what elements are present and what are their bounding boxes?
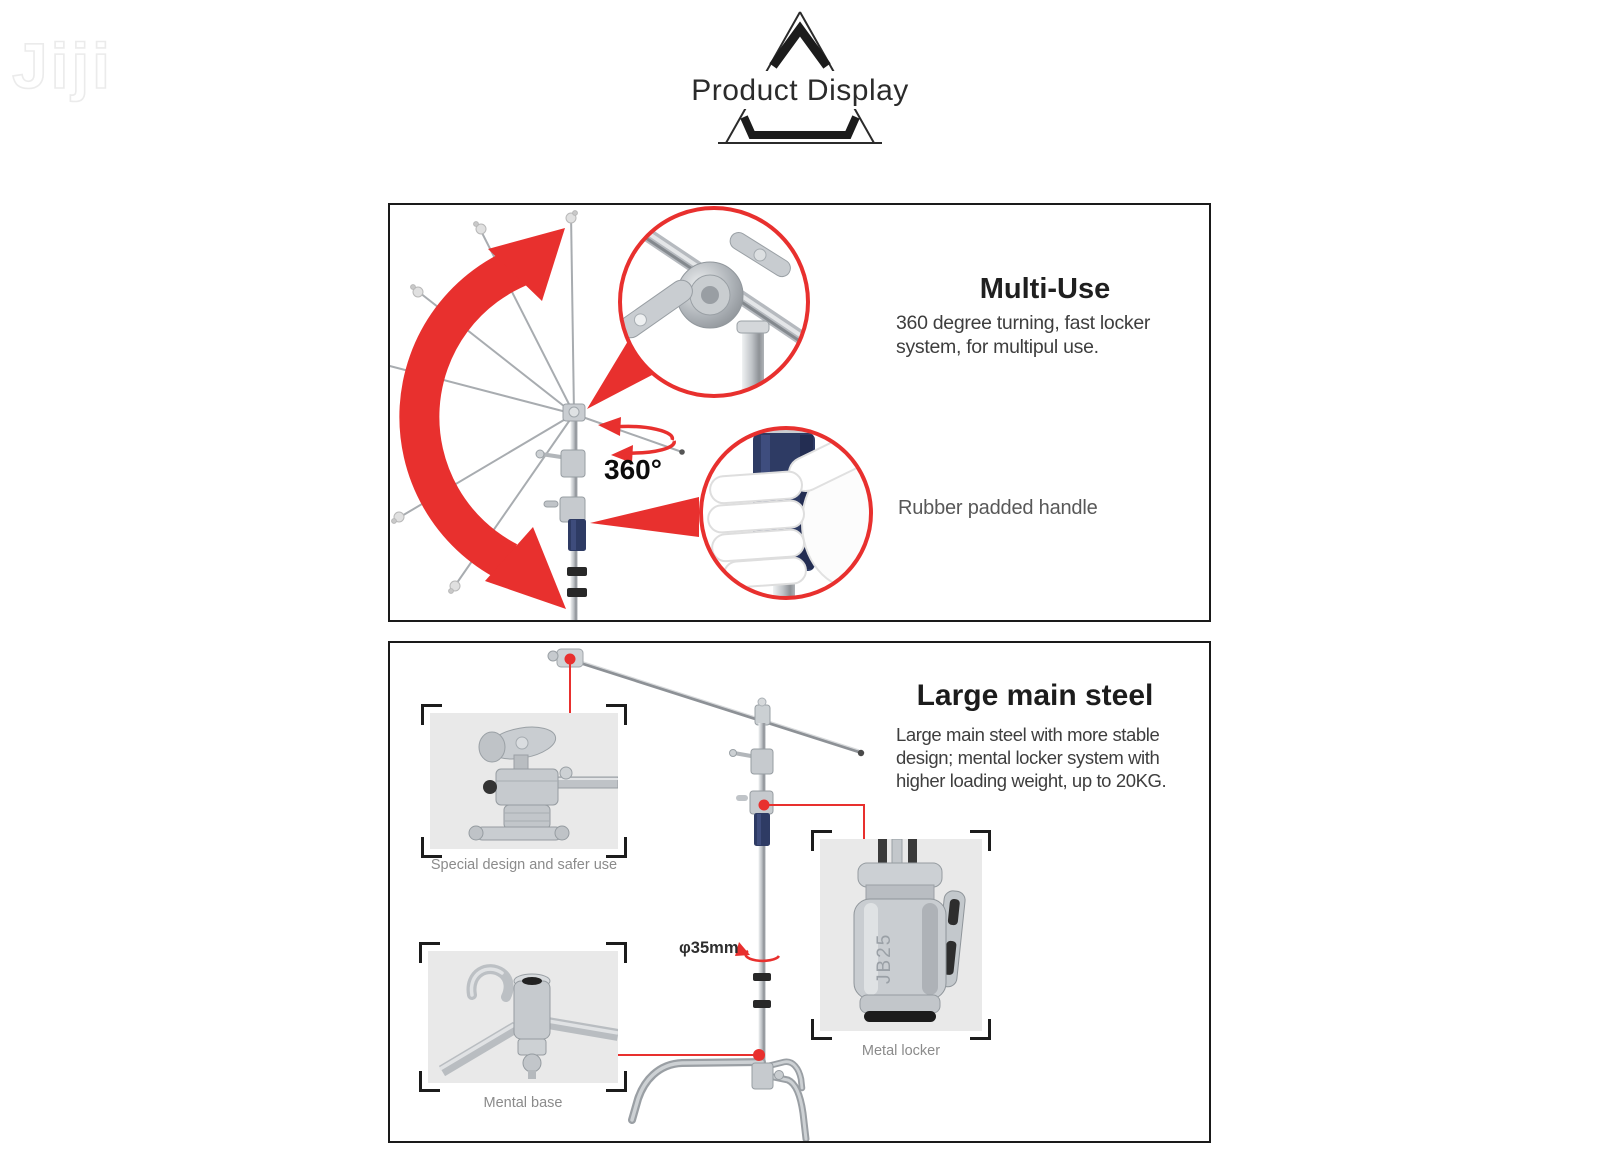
bracket-corner: [421, 704, 442, 725]
multi-use-description: [896, 312, 1150, 359]
steel-description-line-1: Large main steel with more stable: [896, 724, 1160, 745]
bracket-corner: [811, 1019, 832, 1040]
inset-caption-mental-base: Mental base: [483, 1095, 563, 1111]
bracket-corner: [606, 837, 627, 858]
rotation-fan-illustration: [390, 205, 1209, 620]
inset-special-design: [430, 713, 618, 849]
turtle-base: [632, 1062, 806, 1139]
multi-use-description-line-2: system, for multipul use.: [896, 335, 1099, 358]
multi-use-description-line-1: 360 degree turning, fast locker: [896, 312, 1151, 334]
rotation-angle-label: 360°: [604, 454, 662, 485]
jiji-watermark-icon: [6, 6, 146, 118]
large-main-steel-panel: [388, 641, 1211, 1143]
inset-caption-special-design: Special design and safer use: [430, 857, 618, 873]
bracket-corner: [970, 1019, 991, 1040]
bracket-corner: [606, 942, 627, 963]
jiji-watermark-text: Jiji: [12, 30, 113, 102]
handle-caption: Rubber padded handle: [898, 497, 1098, 519]
large-main-steel-heading: Large main steel: [916, 679, 1154, 712]
bracket-corner: [606, 1071, 627, 1092]
metal-locker-photo: [820, 839, 982, 1031]
bracket-corner: [606, 704, 627, 725]
bracket-corner: [970, 830, 991, 851]
callout-wedge-handle: [590, 497, 699, 537]
pole-rotate-icon: [735, 942, 779, 961]
multi-use-panel: [388, 203, 1211, 622]
product-display-header: [660, 2, 940, 154]
large-main-steel-description: [896, 723, 1166, 793]
inset-caption-metal-locker: Metal locker: [861, 1043, 941, 1059]
steel-description-line-3: higher loading weight, up to 20KG.: [896, 770, 1167, 792]
bracket-corner: [421, 837, 442, 858]
main-pole: [730, 698, 774, 1077]
jiji-watermark: [6, 6, 146, 118]
bracket-corner: [419, 1071, 440, 1092]
base-hub-photo: [428, 951, 618, 1083]
padded-handle: [568, 519, 586, 551]
red-dot-locker: [759, 800, 770, 811]
diameter-label: φ35mm: [679, 939, 739, 957]
locker-engraving: JB25: [874, 932, 895, 984]
detail-circle-handle: [701, 421, 910, 615]
inset-mental-base: [428, 951, 618, 1083]
inset-metal-locker: [820, 839, 982, 1031]
page-title: Product Display: [691, 74, 909, 107]
steel-description-line-2: design; mental locker system with: [896, 747, 1160, 769]
red-dot-grip-head: [565, 654, 576, 665]
grip-head-photo: [430, 713, 618, 849]
crescent-rotation-arrow-icon: [419, 228, 566, 609]
multi-use-heading: Multi-Use: [979, 273, 1111, 305]
padded-handle: [754, 813, 770, 846]
red-dot-base: [753, 1049, 765, 1061]
bracket-corner: [811, 830, 832, 851]
bracket-corner: [419, 942, 440, 963]
arm-end-dot: [679, 449, 685, 455]
